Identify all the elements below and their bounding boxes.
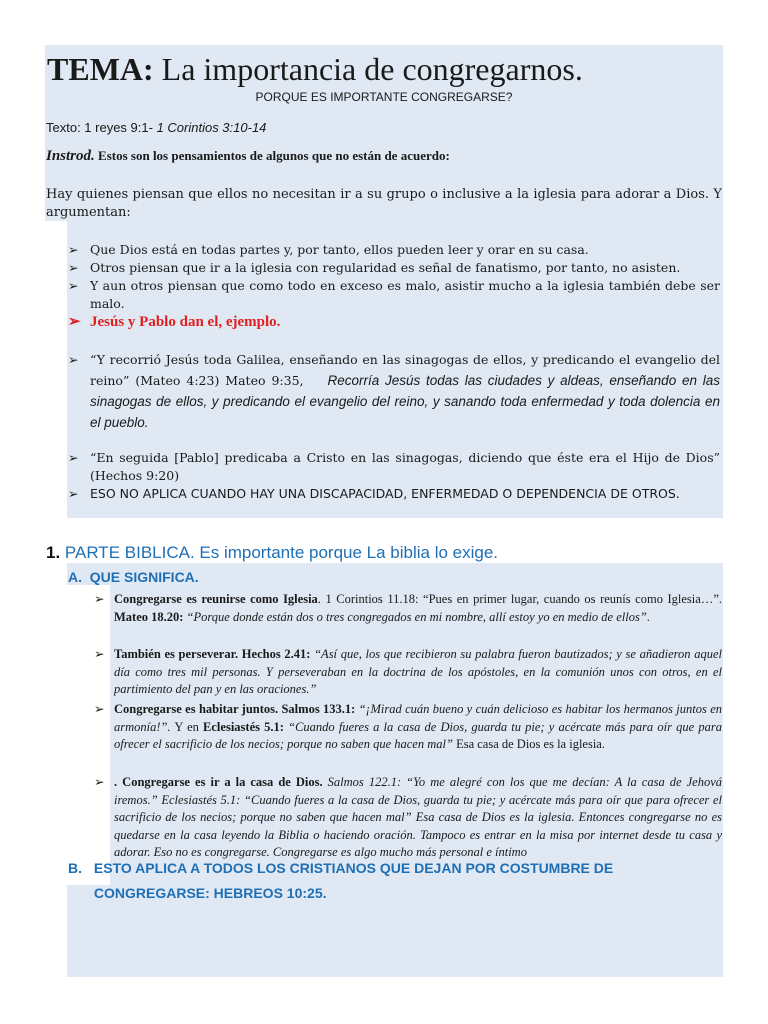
title-label: TEMA:: [47, 51, 154, 87]
document-title: [47, 49, 583, 89]
list-item: ➢ Congregarse es habitar juntos. Salmos 133.1: “¡Mirad cuán bueno y cuán delicioso es habitar los hermanos juntos en armonía!”. Y en Eclesiastés 5.1: “Cuando fueres a la casa de Dios, guarda tu pie; y acércate más para oír que para ofrecer el sacrificio de los necios; porque no saben que hacen mal” Esa casa de Dios es la iglesia.: [94, 702, 722, 751]
bullet-item: ➢ Y aun otros piensan que como todo en exceso es malo, asistir mucho a la iglesia también debe ser malo.: [68, 278, 720, 311]
instrod-text: Estos son los pensamientos de algunos que no están de acuerdo:: [94, 148, 450, 163]
arrow-icon: ➢: [68, 314, 81, 330]
texto-ref: 1 Corintios 3:10-14: [156, 120, 267, 135]
texto-line: [46, 120, 266, 135]
arrow-icon: ➢: [94, 647, 105, 661]
bullet-item: ➢ Que Dios está en todas partes y, por tanto, ellos pueden leer y orar en su casa.: [68, 242, 589, 257]
indent-gap: [45, 563, 67, 585]
quote-italic: Recorría Jesús todas las ciudades y aldeas, enseñando en las sinagogas de ellos, y predicando el evangelio del reino, y sanando toda enfermedad y toda dolencia en el pueblo.: [90, 373, 720, 430]
arrow-icon: ➢: [68, 260, 79, 275]
list-item: ➢ . Congregarse es ir a la casa de Dios. Salmos 122.1: “Yo me alegré con los que me decían: A la casa de Jehová iremos.” Eclesiastés 5.1: “Cuando fueres a la casa de Dios, guarda tu pie; y acércate más para oír que para ofrecer el sacrificio de los necios; porque no saben que hacen mal” Esa casa de Dios es la iglesia. Entonces congregarse no es quedarse en la casa leyendo la Biblia o haciendo oración. Tampoco es entrar en la misa por internet desde tu casa y adorar. Eso no es congregarse. Congregarse es algo mucho más personal e íntimo: [94, 775, 722, 859]
bullet-item: ➢ Otros piensan que ir a la iglesia con regularidad es señal de fanatismo, por tanto, no asisten.: [68, 260, 681, 275]
instrod-label: Instrod.: [46, 148, 95, 164]
quote-item: ➢ “En seguida [Pablo] predicaba a Cristo en las sinagogas, diciendo que éste era el Hijo de Dios” (Hechos 9:20): [68, 450, 720, 483]
section-b-letter: B.: [68, 860, 82, 876]
section-a-heading: [68, 569, 199, 585]
subtitle: PORQUE ES IMPORTANTE CONGREGARSE?: [255, 90, 513, 104]
section-a-letter: A.: [68, 569, 82, 585]
section-1-heading: [46, 543, 498, 563]
arrow-icon: ➢: [68, 450, 79, 465]
instrod-line: [46, 148, 450, 165]
arrow-icon: ➢: [94, 775, 105, 789]
quote-item: [68, 349, 720, 433]
arrow-icon: ➢: [68, 352, 79, 367]
bullet-item-highlight: ➢ Jesús y Pablo dan el, ejemplo.: [68, 314, 281, 330]
section-b-heading: [68, 856, 688, 906]
arrow-icon: ➢: [68, 278, 79, 293]
section-1-number: 1.: [46, 543, 61, 562]
title-text: La importancia de congregarnos.: [153, 51, 583, 87]
section-a-text: QUE SIGNIFICA.: [89, 569, 199, 585]
section-1-text: PARTE BIBLICA. Es importante porque La biblia lo exige.: [64, 543, 499, 562]
list-item: ➢ También es perseverar. Hechos 2.41: “Así que, los que recibieron su palabra fueron bautizados; y se añadieron aquel día como tres mil personas. Y perseveraban en la doctrina de los apóstoles, en la comunión unos con otros, en el partimiento del pan y en las oraciones.”: [94, 647, 722, 696]
section-b-line1: ESTO APLICA A TODOS LOS CRISTIANOS QUE DEJAN POR COSTUMBRE DE: [93, 860, 614, 876]
section-b-line2: CONGREGARSE: HEBREOS 10:25.: [93, 885, 327, 901]
list-item: ➢ Congregarse es reunirse como Iglesia. 1 Corintios 11.18: “Pues en primer lugar, cuando os reunís como Iglesia…”. Mateo 18.20: “Porque donde están dos o tres congregados en mi nombre, allí estoy yo en medio de ellos”.: [94, 592, 722, 624]
quote-item: ➢ ESO NO APLICA CUANDO HAY UNA DISCAPACIDAD, ENFERMEDAD O DEPENDENCIA DE OTROS.: [68, 486, 680, 501]
quote-normal: “Y recorrió Jesús toda Galilea, enseñando en las sinagogas de ellos, y predicando el evangelio del reino” (Mateo 4:23) Mateo 9:35,: [90, 352, 720, 388]
indent-gap: [45, 885, 67, 977]
arrow-icon: ➢: [68, 486, 79, 501]
arrow-icon: ➢: [94, 592, 105, 606]
arrow-icon: ➢: [94, 702, 105, 716]
indent-gap: [45, 221, 67, 518]
texto-prefix: Texto: 1 reyes 9:1-: [46, 120, 157, 135]
intro-paragraph: Hay quienes piensan que ellos no necesitan ir a su grupo o inclusive a la iglesia para adorar a Dios. Y argumentan:: [46, 187, 722, 220]
arrow-icon: ➢: [68, 242, 79, 257]
